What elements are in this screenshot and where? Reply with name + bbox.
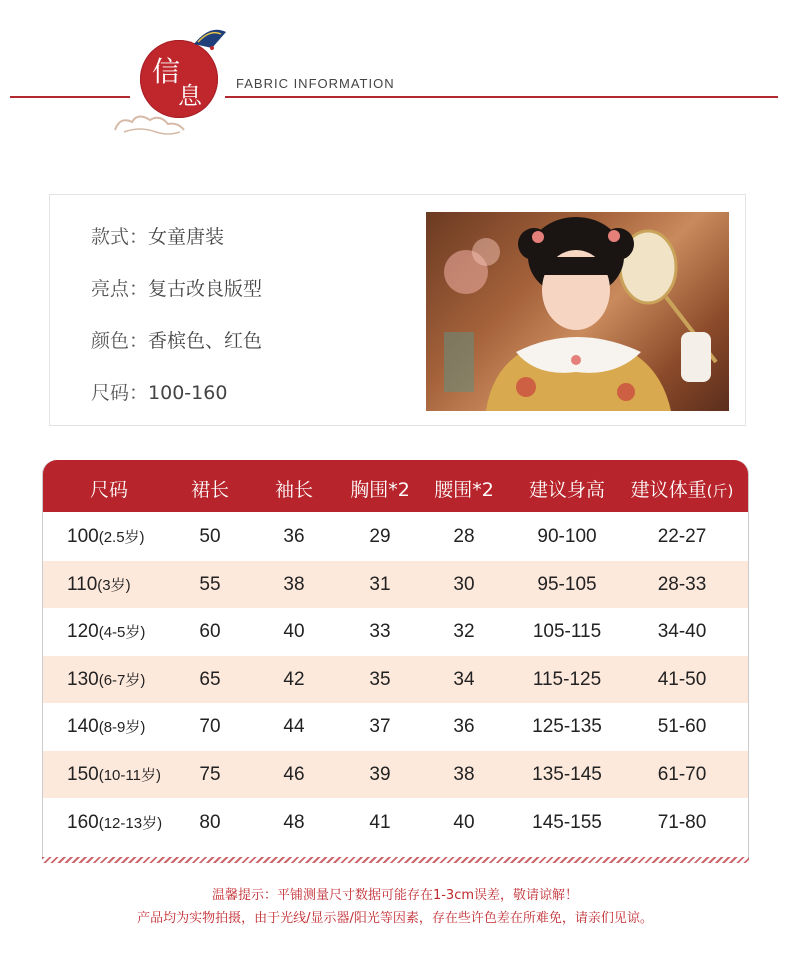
table-row xyxy=(43,703,748,750)
age-range: (10-11岁) xyxy=(98,767,161,784)
size-cell xyxy=(67,574,131,596)
table-cell: 70 xyxy=(199,716,221,738)
table-cell: 30 xyxy=(453,573,475,595)
info-label: 颜色： xyxy=(91,330,149,352)
size-table xyxy=(42,460,749,858)
header-rule-left xyxy=(10,96,130,98)
girl-photo-illustration xyxy=(426,212,729,411)
age-range: (3岁) xyxy=(97,576,131,594)
table-row xyxy=(43,608,748,655)
table-cell: 90-100 xyxy=(537,526,597,547)
table-cell: 60 xyxy=(199,621,221,643)
table-row xyxy=(43,513,748,560)
info-label: 款式： xyxy=(91,226,149,248)
color-disclaimer: 产品均为实物拍摄，由于光线/显示器/阳光等因素，存在些许色差在所难免，请亲们见谅。 xyxy=(137,911,653,926)
table-cell: 40 xyxy=(283,621,305,643)
table-cell: 71-80 xyxy=(657,811,707,833)
fan-ornament-icon xyxy=(190,22,230,52)
size-value: 160 xyxy=(67,811,99,833)
table-cell: 38 xyxy=(283,573,305,595)
table-cell: 48 xyxy=(283,811,305,833)
table-cell: 55 xyxy=(199,573,221,595)
table-cell: 22-27 xyxy=(657,526,707,547)
seal-char-2: 息 xyxy=(178,82,202,110)
size-value: 140 xyxy=(67,716,99,738)
table-bottom-border xyxy=(42,857,749,863)
product-info-card xyxy=(49,194,746,426)
table-cell: 145-155 xyxy=(532,811,602,833)
size-value: 130 xyxy=(67,668,99,690)
table-cell: 42 xyxy=(283,668,305,690)
table-cell: 39 xyxy=(369,764,391,785)
table-cell: 105-115 xyxy=(532,621,602,643)
table-row xyxy=(43,656,748,703)
age-range: (12-13岁) xyxy=(98,814,163,832)
table-cell: 41-50 xyxy=(657,668,707,690)
table-cell: 95-105 xyxy=(537,573,597,595)
age-range: (8-9岁) xyxy=(98,719,146,737)
table-cell: 33 xyxy=(369,621,391,643)
age-range: (6-7岁) xyxy=(98,671,146,689)
size-value: 150 xyxy=(67,764,99,785)
table-cell: 65 xyxy=(199,668,221,690)
table-cell: 41 xyxy=(369,811,391,833)
header-rule-right xyxy=(225,96,778,98)
product-photo xyxy=(426,212,729,411)
table-cell: 46 xyxy=(283,764,305,785)
info-value: 复古改良版型 xyxy=(148,278,263,300)
table-cell: 35 xyxy=(369,668,391,690)
table-cell: 75 xyxy=(199,764,221,785)
info-row-size xyxy=(91,378,227,405)
info-value: 100-160 xyxy=(148,382,228,404)
measurement-note: 温馨提示：平铺测量尺寸数据可能存在1-3cm误差，敬请谅解！ xyxy=(211,888,579,903)
table-cell: 51-60 xyxy=(657,716,707,738)
size-value: 120 xyxy=(67,621,99,643)
seal-char-1: 信 xyxy=(152,55,181,88)
size-cell xyxy=(67,526,145,548)
col-header-weight xyxy=(631,475,734,502)
table-cell: 36 xyxy=(453,716,475,738)
table-row xyxy=(43,751,748,798)
table-row xyxy=(43,799,748,846)
info-row-style xyxy=(91,222,224,249)
size-cell xyxy=(67,764,161,786)
table-cell: 29 xyxy=(369,526,391,547)
cloud-ornament-icon xyxy=(110,110,190,138)
table-header xyxy=(43,460,748,512)
table-cell: 38 xyxy=(453,764,475,785)
info-value: 香槟色、红色 xyxy=(148,330,263,352)
size-cell xyxy=(67,669,145,691)
info-row-color xyxy=(91,326,262,353)
age-range: (2.5岁) xyxy=(98,529,145,546)
size-value: 100 xyxy=(67,526,99,547)
weight-label: 建议体重 xyxy=(630,479,707,501)
table-cell: 28 xyxy=(453,526,475,547)
table-cell: 50 xyxy=(199,526,221,547)
table-cell: 61-70 xyxy=(657,764,707,785)
table-cell: 32 xyxy=(453,621,475,643)
info-label: 尺码： xyxy=(91,382,149,404)
col-header-size: 尺码 xyxy=(89,479,129,501)
table-cell: 44 xyxy=(283,716,305,738)
table-cell: 34-40 xyxy=(657,621,707,643)
table-cell: 37 xyxy=(369,716,391,738)
size-value: 110 xyxy=(67,573,98,595)
col-header-skirt-length: 裙长 xyxy=(190,479,230,501)
table-cell: 125-135 xyxy=(532,716,602,738)
table-row xyxy=(43,561,748,608)
weight-unit: (斤) xyxy=(706,482,734,500)
col-header-chest: 胸围*2 xyxy=(350,479,410,501)
size-cell xyxy=(67,716,145,738)
table-cell: 36 xyxy=(283,526,305,547)
info-value: 女童唐装 xyxy=(148,226,225,248)
table-cell: 34 xyxy=(453,668,475,690)
info-row-highlight xyxy=(91,274,262,301)
col-header-waist: 腰围*2 xyxy=(434,479,494,501)
size-cell xyxy=(67,812,162,834)
info-label: 亮点： xyxy=(91,278,149,300)
col-header-height: 建议身高 xyxy=(528,479,606,501)
size-cell xyxy=(67,621,145,643)
col-header-sleeve-length: 袖长 xyxy=(274,479,314,501)
table-cell: 31 xyxy=(369,573,391,595)
table-cell: 28-33 xyxy=(657,573,707,595)
table-cell: 80 xyxy=(199,811,221,833)
header-title: FABRIC INFORMATION xyxy=(236,76,395,91)
age-range: (4-5岁) xyxy=(98,624,146,642)
table-cell: 135-145 xyxy=(532,764,602,785)
table-cell: 115-125 xyxy=(532,668,602,690)
table-cell: 40 xyxy=(453,811,475,833)
